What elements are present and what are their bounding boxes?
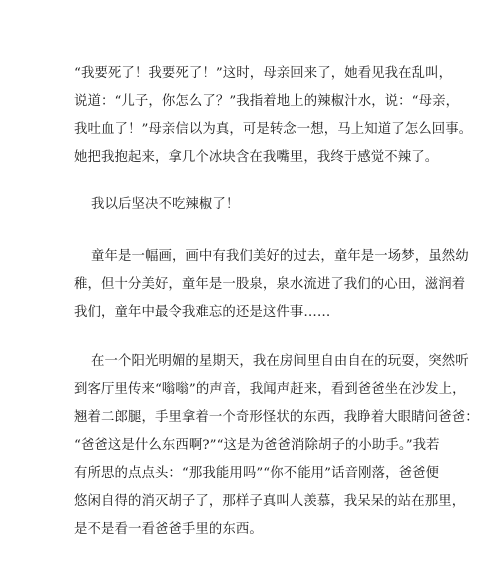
text-line: 我以后坚决不吃辣椒了！: [91, 197, 240, 212]
text-line: 说道：“儿子，你怎么了？”我指着地上的辣椒汁水，说：“母亲，: [74, 94, 460, 109]
paragraph-3: [74, 243, 469, 327]
paragraph-4: [74, 348, 479, 544]
text-line: 有所思的点点头：“那我能用吗”“你不能用”话音刚落，爸爸便: [74, 466, 440, 481]
text-line: 童年是一幅画，画中有我们美好的过去，童年是一场梦，虽然幼: [91, 249, 469, 264]
paragraph-1: [74, 60, 473, 172]
text-line: 我们，童年中最令我难忘的还是这件事……: [74, 305, 331, 320]
text-line: 是不是看一看爸爸手里的东西。: [74, 522, 263, 537]
text-line: 稚，但十分美好，童年是一股泉，泉水流进了我们的心田，滋润着: [74, 277, 466, 292]
text-line: 她把我抱起来，拿几个冰块含在我嘴里，我终于感觉不辣了。: [74, 150, 439, 165]
text-line: 在一个阳光明媚的星期天，我在房间里自由自在的玩耍，突然听: [91, 354, 469, 369]
text-line: “我要死了！我要死了！”这时，母亲回来了，她看见我在乱叫，: [74, 66, 453, 81]
text-line: 到客厅里传来“嗡嗡”的声音，我闻声赶来，看到爸爸坐在沙发上，: [74, 382, 466, 397]
text-line: 我吐血了！”母亲信以为真，可是转念一想，马上知道了怎么回事。: [74, 122, 473, 137]
paragraph-2: [74, 191, 434, 219]
text-line: 悠闲自得的消灭胡子了，那样子真叫人羡慕，我呆呆的站在那里，: [74, 494, 466, 509]
text-line: 翘着二郎腿，手里拿着一个奇形怪状的东西，我睁着大眼睛问爸爸：: [74, 410, 479, 425]
text-line: “爸爸这是什么东西啊?”“这是为爸爸消除胡子的小助手。”我若: [74, 438, 440, 453]
